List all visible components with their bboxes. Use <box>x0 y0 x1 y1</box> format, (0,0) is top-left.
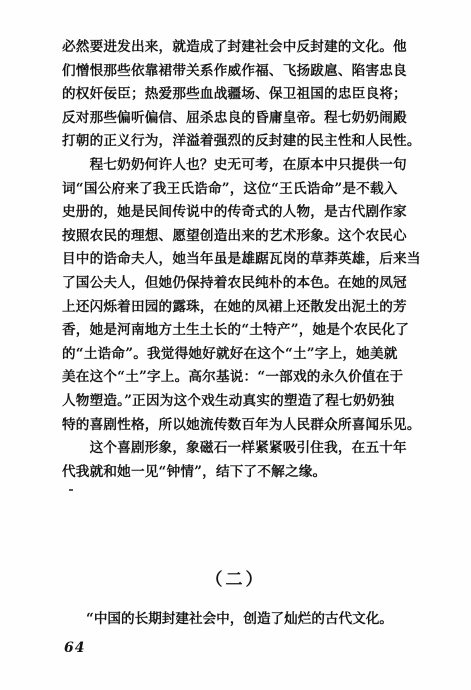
text-line: 程七奶奶何许人也？史无可考，在原本中只提供一句 <box>62 156 407 173</box>
text-line: 香，她是河南地方土生土长的“土特产”，她是个农民化了 <box>62 322 410 339</box>
text-line: 上还闪烁着田园的露珠，在她的凤裙上还散发出泥土的芳 <box>62 298 407 315</box>
text-line: “中国的长期封建社会中，创造了灿烂的古代文化。 <box>86 611 393 627</box>
text-line: 按照农民的理想、愿望创造出来的艺术形象。这个农民心 <box>62 227 407 244</box>
text-line: 美在这个“土”字上。高尔基说：“一部戏的永久价值在于 <box>62 369 404 386</box>
text-line: 的权奸佞臣；热爱那些血战疆场、保卫祖国的忠臣良将； <box>62 86 407 103</box>
text-line: 史册的，她是民间传说中的传奇式的人物，是古代剧作家 <box>62 204 407 221</box>
section-heading: （二） <box>205 570 266 590</box>
text-line: 词“国公府来了我王氏诰命”，这位“王氏诰命”是不载入 <box>62 180 398 197</box>
text-line: 这个喜剧形象，象磁石一样紧紧吸引住我，在五十年 <box>62 440 407 457</box>
text-line: 的“土诰命”。我觉得她好就好在这个“土”字上，她美就 <box>62 345 398 362</box>
text-line: 打朝的正义行为，洋溢着强烈的反封建的民主性和人民性。 <box>62 133 421 150</box>
text-line: 目中的诰命夫人，她当年虽是雄踞瓦岗的草莽英雄，后来当 <box>62 251 421 268</box>
page-number: 64 <box>64 640 86 656</box>
text-line: 代我就和她一见“钟情”，结下了不解之缘。 <box>62 463 327 480</box>
text-line: 反对那些偏听偏信、屈杀忠良的昏庸皇帝。程七奶奶闹殿 <box>62 109 407 126</box>
text-line: 特的喜剧性格，所以她流传数百年为人民群众所喜闻乐见。 <box>62 416 421 433</box>
text-line: 们憎恨那些依靠裙带关系作威作福、飞扬跋扈、陷害忠良 <box>62 62 407 79</box>
print-speck <box>69 489 73 491</box>
text-line: 人物塑造。”正因为这个戏生动真实的塑造了程七奶奶独 <box>62 392 395 409</box>
text-line: 了国公夫人，但她仍保持着农民纯朴的本色。在她的凤冠 <box>62 274 407 291</box>
text-line: 必然要进发出来，就造成了封建社会中反封建的文化。他 <box>62 39 407 55</box>
body-text <box>62 36 432 484</box>
